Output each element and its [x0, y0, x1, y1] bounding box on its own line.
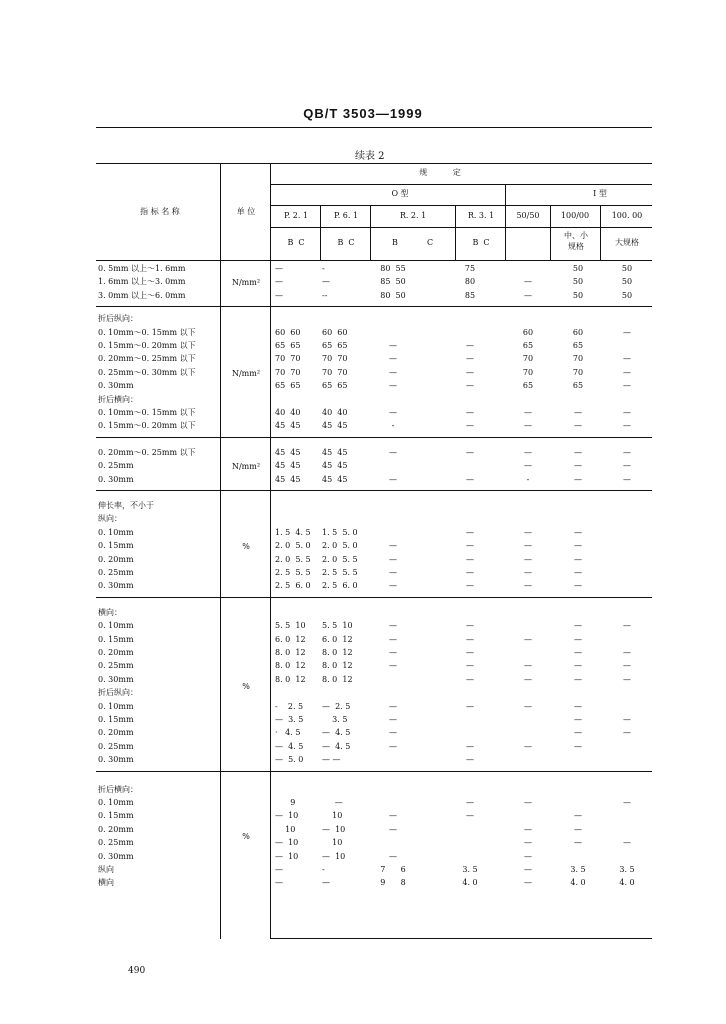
row-label: 0. 15mm～0. 20mm 以下: [98, 421, 196, 431]
row-label: 0. 30mm: [98, 851, 134, 861]
value-cell: —: [623, 327, 631, 337]
row-label: 折后横向：: [98, 784, 138, 794]
value-cell: —: [623, 661, 631, 671]
value-cell: 70: [522, 354, 534, 364]
unit-header: 单 位: [236, 207, 256, 216]
row-label: 横向：: [98, 607, 122, 617]
value-cell: 85: [464, 290, 476, 300]
value-cell: —: [466, 408, 474, 417]
value-cell: 8. 0 12: [275, 648, 306, 657]
value-cell: 45 45: [322, 447, 348, 457]
unit-cell: N/mm²: [231, 278, 261, 288]
row-label: 0. 25mm: [98, 838, 134, 848]
value-cell: —: [466, 811, 474, 821]
value-cell: —: [466, 381, 474, 391]
row-label: 纵向: [98, 865, 114, 874]
value-cell: —: [389, 621, 397, 631]
value-cell: 8. 0 12: [322, 661, 353, 671]
value-cell: —: [389, 581, 397, 591]
value-cell: —: [466, 421, 474, 431]
value-cell: 2. 0 5. 0: [275, 541, 311, 551]
header-bottom-rule: [96, 260, 652, 261]
type-i-header: I 型: [593, 189, 607, 198]
value-cell: —: [524, 661, 532, 671]
sub-header-bc: B C: [472, 238, 490, 247]
row-label: 0. 25mm: [98, 461, 134, 471]
value-cell: —: [466, 755, 474, 765]
grade-rule: [270, 227, 652, 228]
value-cell: — 10: [275, 811, 299, 821]
value-cell: 50: [572, 277, 584, 287]
value-cell: —: [524, 851, 532, 861]
value-cell: —: [524, 461, 532, 471]
value-cell: 4. 0: [462, 878, 478, 888]
row-label: 0. 10mm～0. 15mm 以下: [98, 408, 196, 417]
value-cell: 50: [621, 290, 633, 300]
value-cell: 50: [621, 264, 633, 273]
value-cell: 5. 5 10: [322, 621, 353, 631]
value-cell: —: [322, 277, 330, 287]
row-label: 0. 15mm: [98, 634, 134, 644]
value-cell: —: [466, 527, 474, 537]
value-cell: 70 70: [275, 354, 301, 364]
value-cell: 6. 0 12: [322, 634, 353, 644]
p-col-divider: [320, 205, 321, 260]
value-cell: —: [275, 878, 283, 888]
value-cell: —: [623, 715, 631, 724]
value-cell: —: [623, 381, 631, 391]
value-cell: — 3. 5: [275, 715, 304, 724]
value-cell: 80: [464, 277, 476, 287]
value-cell: — 2. 5: [322, 701, 351, 711]
value-cell: —: [466, 741, 474, 751]
value-cell: 40 40: [275, 408, 301, 417]
value-cell: —: [623, 728, 631, 738]
row-label: 0. 10mm: [98, 701, 134, 711]
p-r-col-divider: [370, 205, 371, 260]
unit-cell: %: [242, 682, 250, 692]
value-cell: — 4. 5: [322, 741, 351, 751]
sub-header-large: 大规格: [615, 238, 639, 247]
row-label: 折后横向：: [98, 394, 138, 404]
value-cell: 65 65: [322, 341, 348, 350]
value-cell: —: [466, 798, 474, 807]
value-cell: —: [389, 381, 397, 391]
item-header: 指 标 名 称: [140, 207, 180, 216]
value-cell: —: [466, 568, 474, 577]
value-cell: —: [389, 824, 397, 834]
section-rule: [96, 306, 652, 307]
row-label: 0. 30mm: [98, 381, 134, 391]
value-cell: 85 50: [380, 277, 406, 287]
value-cell: —: [623, 474, 631, 484]
value-cell: —: [574, 674, 582, 684]
value-cell: 45 45: [275, 421, 301, 431]
value-cell: —: [466, 648, 474, 657]
value-cell: —: [524, 741, 532, 751]
value-cell: -: [322, 264, 325, 273]
value-cell: —: [574, 701, 582, 711]
sub-header-b: B: [392, 238, 398, 247]
value-cell: —: [524, 447, 532, 457]
value-cell: 1. 5 5. 0: [322, 527, 358, 537]
sub-header-c: C: [426, 238, 434, 247]
value-cell: -: [391, 421, 395, 431]
row-label: 3. 0mm 以上～6. 0mm: [98, 290, 186, 300]
value-cell: — 4. 5: [322, 728, 351, 738]
row-label: 折后纵向：: [98, 314, 138, 324]
o-i-col-divider: [505, 184, 506, 260]
row-label: 1. 6mm 以上～3. 0mm: [98, 277, 186, 287]
page-number: 490: [128, 966, 146, 976]
value-cell: —: [389, 634, 397, 644]
value-cell: 3. 5: [619, 865, 635, 874]
value-cell: —: [524, 824, 532, 834]
r-col-divider: [455, 205, 456, 260]
value-cell: 50: [572, 290, 584, 300]
value-cell: — 5. 0: [275, 755, 304, 765]
i-col-divider-2: [600, 205, 601, 260]
row-label: 0. 30mm: [98, 674, 134, 684]
row-label: 0. 25mm～0. 30mm 以下: [98, 367, 196, 377]
row-label: 0. 20mm: [98, 824, 134, 834]
value-cell: —: [574, 447, 582, 457]
value-cell: —: [574, 741, 582, 751]
value-cell: —: [574, 728, 582, 738]
value-cell: 1. 5 4. 5: [275, 527, 311, 537]
value-cell: 65: [522, 381, 534, 391]
row-label: 折后纵向：: [98, 688, 138, 698]
value-cell: —: [524, 838, 532, 848]
value-cell: —: [574, 474, 582, 484]
value-cell: —: [623, 648, 631, 657]
value-cell: 70: [572, 367, 584, 377]
value-cell: —: [574, 554, 582, 564]
value-cell: 6. 0 12: [275, 634, 306, 644]
row-label: 0. 15mm: [98, 541, 134, 551]
spec-rule: [270, 184, 652, 185]
value-cell: —: [389, 341, 397, 350]
value-cell: —: [466, 661, 474, 671]
value-cell: —: [524, 527, 532, 537]
value-cell: —: [389, 661, 397, 671]
value-cell: —: [524, 674, 532, 684]
value-cell: 40 40: [322, 408, 348, 417]
row-label: 0. 25mm: [98, 741, 134, 751]
value-cell: — 10: [275, 851, 299, 861]
value-cell: —: [574, 421, 582, 431]
sub-header-bc: B C: [287, 238, 305, 247]
value-cell: —: [623, 838, 631, 848]
value-cell: --: [322, 290, 328, 300]
value-cell: 65: [572, 381, 584, 391]
value-cell: 45 45: [275, 447, 301, 457]
row-label: 0. 20mm: [98, 554, 134, 564]
value-cell: 2. 5 6. 0: [322, 581, 358, 591]
value-cell: 3. 5: [570, 865, 586, 874]
value-cell: —: [389, 648, 397, 657]
value-cell: —: [322, 878, 330, 888]
value-cell: —: [574, 581, 582, 591]
value-cell: —: [322, 798, 343, 807]
value-cell: —: [524, 878, 532, 888]
page-header: QB/T 3503—1999: [303, 106, 423, 121]
value-cell: —: [574, 811, 582, 821]
value-cell: — 10: [322, 851, 346, 861]
value-cell: —: [275, 264, 283, 273]
value-cell: —: [574, 824, 582, 834]
value-cell: —: [275, 865, 283, 874]
value-cell: —: [389, 851, 397, 861]
value-cell: —: [389, 367, 397, 377]
value-cell: — 4. 5: [275, 741, 304, 751]
value-cell: -: [526, 474, 530, 484]
grade-header: P. 6. 1: [333, 211, 359, 220]
row-label: 0. 10mm: [98, 798, 134, 807]
value-cell: —: [389, 701, 397, 711]
value-cell: —: [389, 568, 397, 577]
value-cell: —: [574, 648, 582, 657]
grade-header: R. 2. 1: [399, 211, 427, 220]
value-cell: — 10: [275, 838, 299, 848]
value-cell: —: [389, 811, 397, 821]
value-cell: —: [466, 621, 474, 631]
value-cell: 45 45: [322, 474, 348, 484]
unit-col-divider: [270, 163, 271, 939]
value-cell: 45 45: [275, 461, 301, 471]
unit-cell: N/mm²: [231, 368, 261, 378]
value-cell: -: [322, 865, 325, 874]
value-cell: 9 8: [380, 878, 406, 888]
value-cell: —: [623, 421, 631, 431]
grade-header: 100/00: [560, 211, 590, 220]
value-cell: —: [524, 554, 532, 564]
row-label: 0. 15mm: [98, 715, 134, 724]
row-label: 纵向：: [98, 514, 122, 524]
unit-cell: %: [242, 832, 250, 842]
value-cell: —: [466, 541, 474, 551]
value-cell: 65 65: [275, 381, 301, 391]
value-cell: 65 65: [275, 341, 301, 350]
sub-header-bc: B C: [337, 238, 355, 247]
section-rule: [96, 771, 652, 772]
value-cell: —: [466, 554, 474, 564]
value-cell: —: [389, 554, 397, 564]
value-cell: 60: [572, 327, 584, 337]
value-cell: —: [574, 527, 582, 537]
value-cell: 45 45: [322, 461, 348, 471]
value-cell: —: [524, 541, 532, 551]
value-cell: —: [389, 715, 397, 724]
value-cell: 5. 5 10: [275, 621, 306, 631]
value-cell: —: [623, 461, 631, 471]
value-cell: —: [524, 798, 532, 807]
value-cell: 50: [621, 277, 633, 287]
value-cell: 45 45: [322, 421, 348, 431]
unit-cell: %: [242, 541, 250, 551]
value-cell: — 10: [322, 824, 346, 834]
value-cell: 7 6: [380, 865, 406, 874]
table-caption: 续表 2: [355, 151, 385, 162]
value-cell: 70: [572, 354, 584, 364]
value-cell: —: [524, 634, 532, 644]
value-cell: 65 65: [322, 381, 348, 391]
value-cell: —: [466, 634, 474, 644]
value-cell: 60 60: [275, 327, 301, 337]
row-label: 0. 10mm: [98, 527, 134, 537]
value-cell: 9: [275, 798, 296, 807]
value-cell: 8. 0 12: [322, 648, 353, 657]
value-cell: —: [574, 541, 582, 551]
value-cell: 2. 0 5. 0: [322, 541, 358, 551]
row-label: 0. 20mm: [98, 648, 134, 657]
value-cell: 2. 5 5. 5: [322, 568, 358, 577]
value-cell: — —: [322, 755, 341, 765]
value-cell: —: [389, 741, 397, 751]
value-cell: —: [389, 354, 397, 364]
grade-header: P. 2. 1: [283, 211, 309, 220]
table-bottom-rule: [270, 938, 652, 939]
grade-header: R. 3. 1: [467, 211, 495, 220]
spec-header: 规 定: [419, 168, 461, 177]
row-label: 0. 15mm: [98, 811, 134, 821]
value-cell: 8. 0 12: [275, 661, 306, 671]
value-cell: —: [574, 461, 582, 471]
value-cell: 50: [572, 264, 584, 273]
value-cell: 8. 0 12: [275, 674, 306, 684]
row-label: 0. 20mm～0. 25mm 以下: [98, 354, 196, 364]
value-cell: 80 55: [380, 264, 406, 273]
value-cell: —: [623, 408, 631, 417]
value-cell: —: [623, 447, 631, 457]
row-label: 0. 20mm～0. 25mm 以下: [98, 447, 196, 457]
value-cell: —: [389, 474, 397, 484]
row-label: 0. 10mm: [98, 621, 134, 631]
value-cell: 2. 5 6. 0: [275, 581, 311, 591]
value-cell: 10: [275, 824, 296, 834]
item-col-divider: [220, 163, 221, 939]
value-cell: —: [574, 621, 582, 631]
sub-header-mid-small: 中、小: [564, 231, 588, 240]
grade-header: 50/50: [516, 211, 540, 220]
value-cell: —: [524, 701, 532, 711]
value-cell: —: [623, 674, 631, 684]
row-label: 横向: [98, 878, 114, 888]
value-cell: —: [466, 581, 474, 591]
value-cell: —: [466, 447, 474, 457]
value-cell: —: [389, 728, 397, 738]
row-label: 0. 25mm: [98, 661, 134, 671]
value-cell: 3. 5: [462, 865, 478, 874]
table-top-rule: [96, 163, 652, 164]
value-cell: 8. 0 12: [322, 674, 353, 684]
value-cell: 10: [322, 811, 343, 821]
value-cell: —: [466, 341, 474, 350]
row-label: 0. 30mm: [98, 755, 134, 765]
value-cell: —: [389, 408, 397, 417]
row-label: 0. 10mm～0. 15mm 以下: [98, 327, 196, 337]
row-label: 伸长率，不小于: [98, 501, 154, 510]
value-cell: —: [524, 408, 532, 417]
type-rule: [270, 205, 652, 206]
value-cell: —: [574, 715, 582, 724]
value-cell: 4. 0: [619, 878, 635, 888]
value-cell: —: [623, 354, 631, 364]
section-rule: [96, 437, 652, 438]
value-cell: —: [524, 568, 532, 577]
value-cell: —: [524, 421, 532, 431]
row-label: 0. 30mm: [98, 581, 134, 591]
value-cell: —: [623, 367, 631, 377]
value-cell: 70 70: [322, 354, 348, 364]
value-cell: —: [524, 581, 532, 591]
value-cell: 70: [522, 367, 534, 377]
value-cell: —: [275, 290, 283, 300]
value-cell: · 4. 5: [275, 728, 301, 738]
value-cell: 4. 0: [570, 878, 586, 888]
grade-header: 100. 00: [611, 211, 643, 220]
value-cell: —: [574, 408, 582, 417]
value-cell: —: [524, 277, 532, 287]
sub-header-spec: 规格: [568, 242, 584, 251]
value-cell: —: [524, 290, 532, 300]
value-cell: 2. 0 5. 5: [322, 554, 358, 564]
value-cell: —: [574, 568, 582, 577]
section-rule: [96, 490, 652, 491]
type-o-header: O 型: [391, 189, 409, 198]
value-cell: - 2. 5: [275, 701, 304, 711]
value-cell: —: [466, 354, 474, 364]
row-label: 0. 30mm: [98, 474, 134, 484]
header-rule: [96, 127, 652, 128]
value-cell: —: [574, 838, 582, 848]
value-cell: 60: [522, 327, 534, 337]
value-cell: 65: [522, 341, 534, 350]
value-cell: —: [574, 634, 582, 644]
value-cell: 70 70: [322, 367, 348, 377]
value-cell: 75: [464, 264, 476, 273]
value-cell: —: [623, 798, 631, 807]
value-cell: —: [275, 277, 283, 287]
value-cell: —: [389, 447, 397, 457]
value-cell: 2. 0 5. 5: [275, 554, 311, 564]
value-cell: 60 60: [322, 327, 348, 337]
row-label: 0. 20mm: [98, 728, 134, 738]
value-cell: 3. 5: [322, 715, 348, 724]
value-cell: 2. 5 5. 5: [275, 568, 311, 577]
value-cell: —: [466, 474, 474, 484]
value-cell: —: [466, 701, 474, 711]
value-cell: —: [389, 541, 397, 551]
row-label: 0. 15mm～0. 20mm 以下: [98, 341, 196, 350]
row-label: 0. 25mm: [98, 568, 134, 577]
value-cell: 80 50: [380, 290, 406, 300]
section-rule: [96, 597, 652, 598]
value-cell: —: [466, 674, 474, 684]
value-cell: 45 45: [275, 474, 301, 484]
value-cell: 65: [572, 341, 584, 350]
value-cell: 10: [322, 838, 343, 848]
value-cell: —: [574, 661, 582, 671]
value-cell: —: [623, 621, 631, 631]
row-label: 0. 5mm 以上～1. 6mm: [98, 264, 186, 273]
value-cell: —: [466, 367, 474, 377]
unit-cell: N/mm²: [231, 461, 261, 471]
value-cell: 70 70: [275, 367, 301, 377]
value-cell: —: [524, 865, 532, 874]
